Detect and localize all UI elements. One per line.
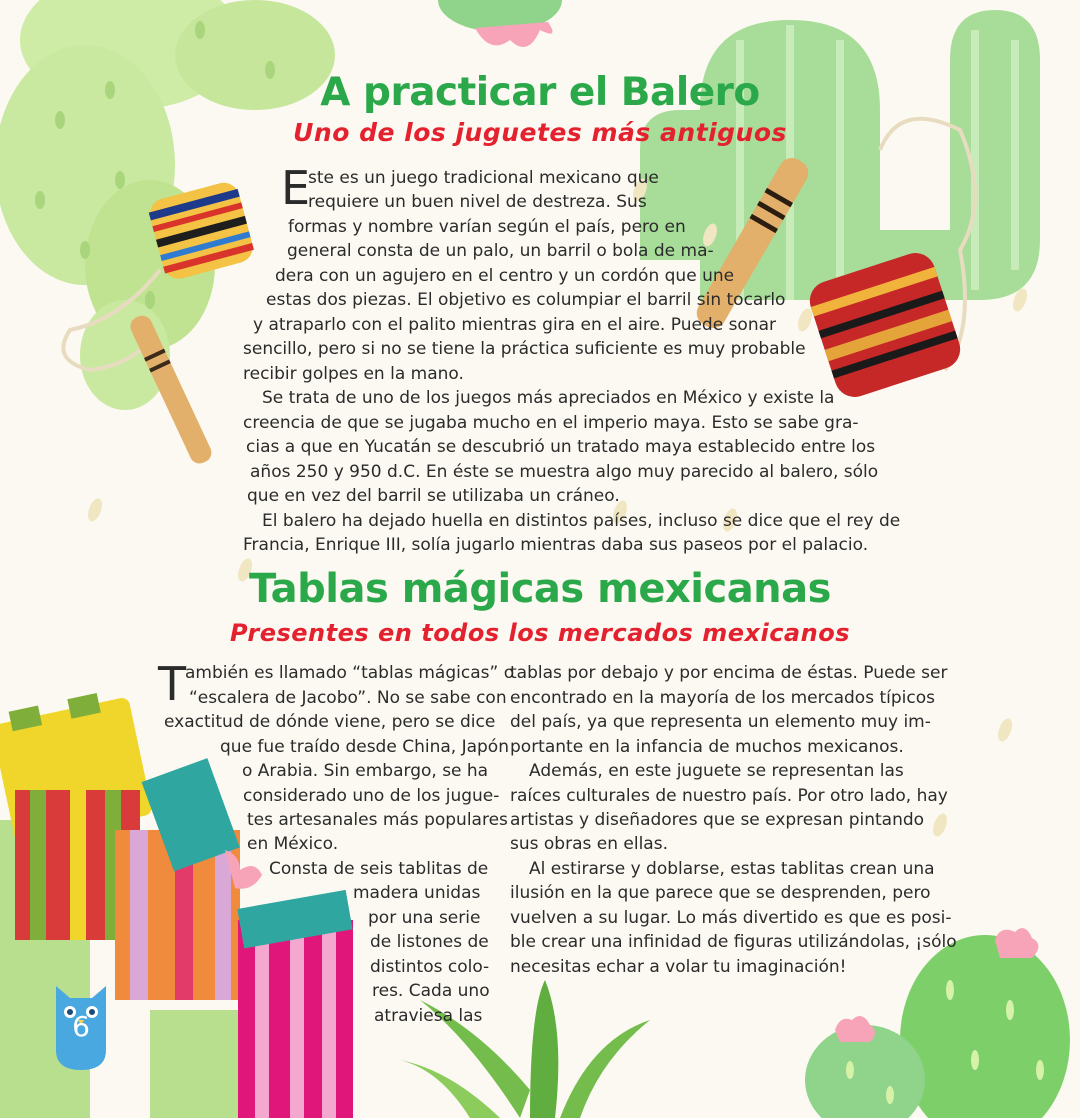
tablas-right-column-line: sus obras en ellas. xyxy=(510,834,668,854)
tablas-left-column-line: por una serie xyxy=(368,908,481,928)
tablas-left-column-line: tes artesanales más populares xyxy=(247,810,508,830)
tablas-right-column-line: tablas por debajo y por encima de éstas. Puede ser xyxy=(510,663,948,683)
tablas-left-column-line: res. Cada uno xyxy=(372,981,490,1001)
balero-paragraph-line: cias a que en Yucatán se descubrió un tratado maya establecido entre los xyxy=(246,437,876,457)
tablas-right-column-line: encontrado en la mayoría de los mercados típicos xyxy=(510,688,935,708)
balero-paragraph-line: y atraparlo con el palito mientras gira en el aire. Puede sonar xyxy=(253,315,777,335)
balero-paragraph-line: sencillo, pero si no se tiene la práctica suficiente es muy probable xyxy=(243,339,806,359)
balero-paragraph-line: general consta de un palo, un barril o bola de ma- xyxy=(287,241,714,261)
tablas-left-column-line: de listones de xyxy=(370,932,489,952)
tablas-right-column-line: del país, ya que representa un elemento muy im- xyxy=(510,712,931,732)
tablas-right-column-line: artistas y diseñadores que se expresan pintando xyxy=(510,810,925,830)
tablas-right-column-line: raíces culturales de nuestro país. Por otro lado, hay xyxy=(510,786,948,806)
tablas-right-column-line: vuelven a su lugar. Lo más divertido es que es posi- xyxy=(510,908,952,928)
tablas-right-column-line: ble crear una infinidad de figuras utilizándolas, ¡sólo xyxy=(510,932,957,952)
tablas-left-column-line: “escalera de Jacobo”. No se sabe con xyxy=(189,688,507,708)
tablas-right-column-line: necesitas echar a volar tu imaginación! xyxy=(510,957,847,977)
tablas-left-column-line: atraviesa las xyxy=(374,1006,483,1026)
tablas-left-column-line: distintos colo- xyxy=(370,957,490,977)
dropcap-tablas: T xyxy=(158,657,187,711)
balero-paragraph-line: dera con un agujero en el centro y un cordón que une xyxy=(275,266,735,286)
section-subtitle-tablas: Presentes en todos los mercados mexicanos xyxy=(230,619,850,647)
tablas-left-column-line: ambién es llamado “tablas mágicas” o xyxy=(185,663,515,683)
dropcap-balero: E xyxy=(281,161,311,215)
balero-paragraph-line: recibir golpes en la mano. xyxy=(243,364,464,384)
tablas-left-column-line: o Arabia. Sin embargo, se ha xyxy=(242,761,489,781)
tablas-right-column-line: Además, en este juguete se representan las xyxy=(529,761,904,781)
tablas-right-column-line: portante en la infancia de muchos mexicanos. xyxy=(510,737,904,757)
section-title-tablas: Tablas mágicas mexicanas xyxy=(249,566,831,612)
tablas-left-column-line: que fue traído desde China, Japón xyxy=(220,737,509,757)
section-title-balero: A practicar el Balero xyxy=(320,70,760,115)
balero-paragraph-line: estas dos piezas. El objetivo es columpiar el barril sin tocarlo xyxy=(266,290,786,310)
balero-paragraph-line: Francia, Enrique III, solía jugarlo mientras daba sus paseos por el palacio. xyxy=(243,535,869,555)
balero-paragraph-line: El balero ha dejado huella en distintos países, incluso se dice que el rey de xyxy=(262,511,901,531)
tablas-left-column-line: exactitud de dónde viene, pero se dice xyxy=(164,712,496,732)
tablas-left-column-line: considerado uno de los jugue- xyxy=(243,786,500,806)
balero-paragraph-line: años 250 y 950 d.C. En éste se muestra algo muy parecido al balero, sólo xyxy=(250,462,879,482)
tablas-left-column-line: en México. xyxy=(247,834,339,854)
balero-paragraph-line: formas y nombre varían según el país, pero en xyxy=(288,217,686,237)
balero-paragraph-line: creencia de que se jugaba mucho en el imperio maya. Esto se sabe gra- xyxy=(243,413,859,433)
tablas-right-column-line: ilusión en la que parece que se desprenden, pero xyxy=(510,883,931,903)
tablas-left-column-line: madera unidas xyxy=(353,883,481,903)
section-subtitle-balero: Uno de los juguetes más antiguos xyxy=(293,118,787,147)
balero-paragraph-line: ste es un juego tradicional mexicano que xyxy=(308,168,659,188)
tablas-left-column-line: Consta de seis tablitas de xyxy=(269,859,489,879)
page-number: 6 xyxy=(72,1010,90,1043)
balero-paragraph-line: que en vez del barril se utilizaba un cráneo. xyxy=(247,486,620,506)
balero-paragraph-line: requiere un buen nivel de destreza. Sus xyxy=(308,192,647,212)
tablas-right-column-line: Al estirarse y doblarse, estas tablitas crean una xyxy=(529,859,935,879)
balero-paragraph-line: Se trata de uno de los juegos más apreciados en México y existe la xyxy=(262,388,835,408)
